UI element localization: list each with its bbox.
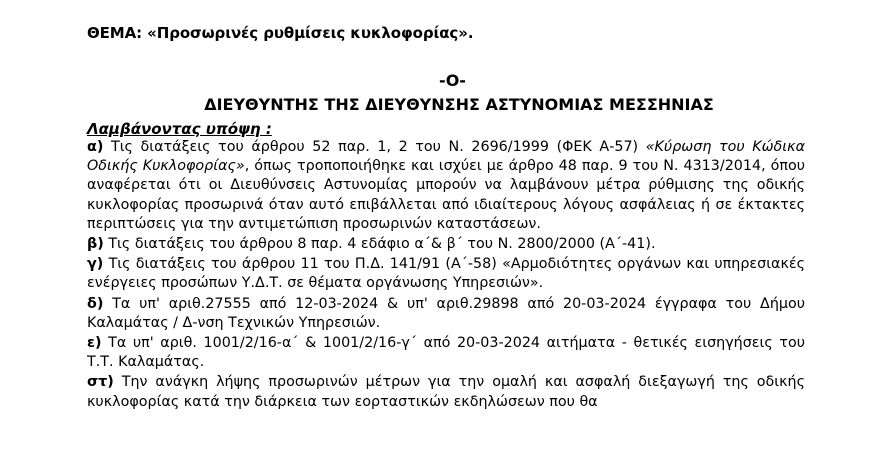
- paragraph-text: , όπως τροποποιήθηκε και ισχύει με άρθρο 48 παρ. 9 του Ν. 4313/2014, όπου αναφέρεται ότι οι Διευθύνσεις Αστυνομίας μπορούν να λαμβάνουν μέτρα ρύθμισης της οδικής κυκλοφορίας προσωρινά όταν αυτό επιβάλλεται από ιδιαίτερους λόγους ασφάλειας ή σε έκτακτες περιπτώσεις για την αντιμετώπιση προσωρινών καταστάσεων.: [87, 158, 805, 232]
- paragraph-c: [87, 255, 805, 293]
- paragraph-e: [87, 334, 805, 372]
- director-title: ΔΙΕΥΘΥΝΤΗΣ ΤΗΣ ΔΙΕΥΘΥΝΣΗΣ ΑΣΤΥΝΟΜΙΑΣ ΜΕΣΣΗΝΙΑΣ: [204, 95, 714, 114]
- paragraph-italic-title: «Κύρωση του Κώδικα Οδικής Κυκλοφορίας»: [87, 139, 805, 175]
- paragraph-letter: δ): [87, 295, 104, 312]
- paragraph-a: [87, 138, 805, 234]
- paragraph-f: [87, 373, 805, 411]
- paragraph-letter: στ): [87, 374, 114, 391]
- paragraph-b: [87, 235, 805, 254]
- separator: -Ο-: [439, 71, 466, 90]
- document-body: [87, 138, 805, 413]
- paragraph-text: Τις διατάξεις του άρθρου 11 του Π.Δ. 141/91 (Α΄-58) «Αρμοδιότητες οργάνων και υπηρεσιακές ενέργειες προσώπων Υ.Δ.Τ. σε θέματα οργάνωσης Υπηρεσιών».: [87, 256, 806, 292]
- paragraph-letter: β): [87, 236, 104, 253]
- paragraph-text: Τις διατάξεις του άρθρου 52 παρ. 1, 2 του Ν. 2696/1999 (ΦΕΚ Α-57): [110, 139, 646, 155]
- paragraph-letter: ε): [87, 335, 102, 352]
- paragraph-letter: α): [87, 139, 104, 155]
- paragraph-d: [87, 295, 805, 333]
- subject-line: ΘΕΜΑ: «Προσωρινές ρυθμίσεις κυκλοφορίας».: [87, 24, 474, 42]
- paragraph-text: Τα υπ' αριθ.27555 από 12-03-2024 & υπ' αριθ.29898 από 20-03-2024 έγγραφα του Δήμου Καλαμάτας / Δ-νση Τεχνικών Υπηρεσιών.: [87, 295, 806, 331]
- paragraph-text: Τις διατάξεις του άρθρου 8 παρ. 4 εδάφιο α΄& β΄ του Ν. 2800/2000 (Α΄-41).: [108, 236, 656, 253]
- considering-heading: Λαμβάνοντας υπόψη :: [87, 120, 272, 138]
- paragraph-text: Την ανάγκη λήψης προσωρινών μέτρων για την ομαλή και ασφαλή διεξαγωγή της οδικής κυκλοφορίας κατά την διάρκεια των εορταστικών εκδηλώσεων που θα: [87, 374, 806, 410]
- paragraph-letter: γ): [87, 256, 104, 273]
- paragraph-text: Τα υπ' αριθ. 1001/2/16-α΄ & 1001/2/16-γ΄ από 20-03-2024 αιτήματα - θετικές εισηγήσεις του Τ.Τ. Καλαμάτας.: [87, 335, 805, 371]
